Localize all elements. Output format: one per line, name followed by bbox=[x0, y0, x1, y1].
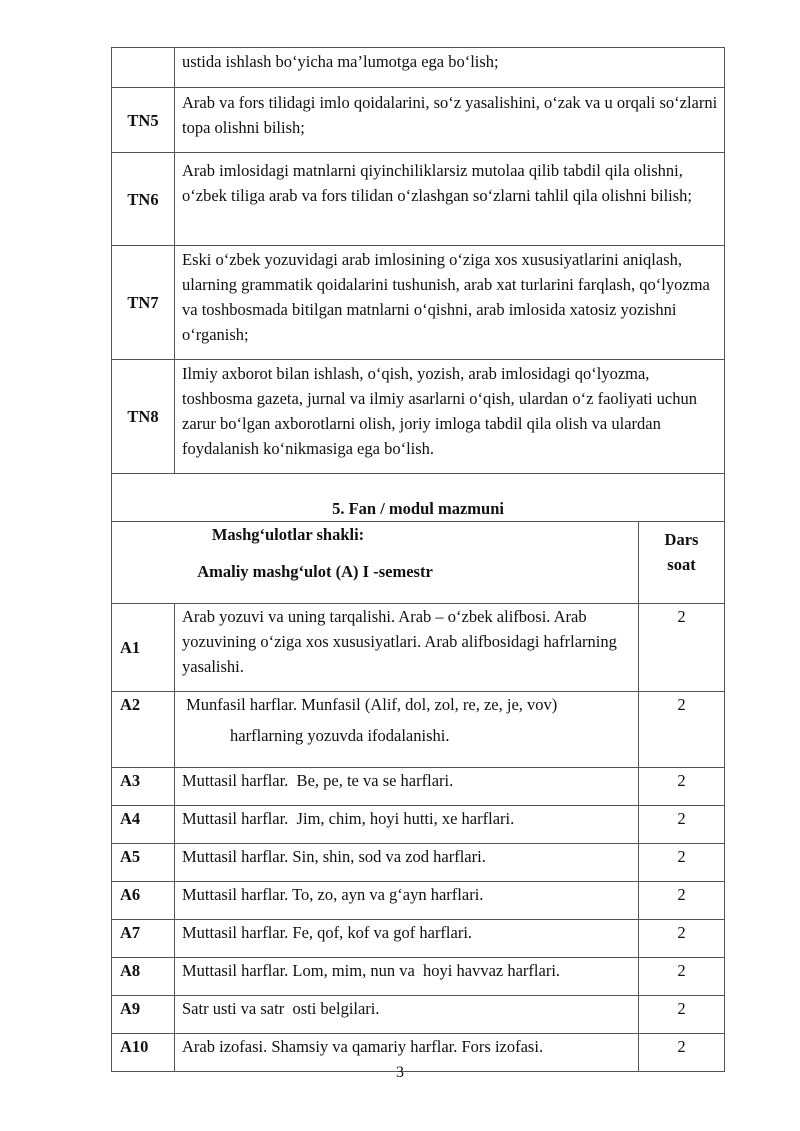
lesson-topic: Muttasil harflar. Sin, shin, sod va zod harflari. bbox=[175, 844, 639, 882]
lesson-hours: 2 bbox=[639, 958, 725, 996]
lesson-topic: Muttasil harflar. Jim, chim, hoyi hutti, xe harflari. bbox=[175, 806, 639, 844]
lesson-topic: Arab izofasi. Shamsiy va qamariy harflar. Fors izofasi. bbox=[175, 1034, 639, 1072]
lesson-topic: Satr usti va satr osti belgilari. bbox=[175, 996, 639, 1034]
outcome-row bbox=[112, 153, 725, 246]
outcome-code: TN7 bbox=[112, 246, 175, 360]
lesson-topic: Muttasil harflar. To, zo, ayn va g‘ayn harflari. bbox=[175, 882, 639, 920]
lesson-row bbox=[112, 844, 725, 882]
outcome-row bbox=[112, 360, 725, 474]
lesson-hours: 2 bbox=[639, 806, 725, 844]
semester-label: Amaliy mashg‘ulot (A) I -semestr bbox=[197, 562, 433, 581]
lesson-type-label: Mashg‘ulotlar shakli: bbox=[211, 525, 365, 544]
lesson-hours: 2 bbox=[639, 882, 725, 920]
lesson-code: A3 bbox=[112, 768, 175, 806]
outcome-text: Arab imlosidagi matnlarni qiyinchiliklarsiz mutolaa qilib tabdil qila olishni, o‘zbek tiliga arab va fors tilidan o‘zlashgan so‘zlarni tahlil qila olishni bilish; bbox=[175, 153, 725, 246]
section-title-row bbox=[112, 474, 725, 522]
learning-outcomes-table bbox=[111, 47, 725, 474]
lesson-hours: 2 bbox=[639, 604, 725, 692]
outcome-text: Ilmiy axborot bilan ishlash, o‘qish, yozish, arab imlosidagi qo‘lyozma, toshbosma gazeta, jurnal va ilmiy asarlarni o‘qish, ulardan o‘z faoliyati uchun zarur bo‘lgan axborotlarni olish, joriy imloga tabdil qila olish va ulardan foydalanish ko‘nikmasiga ega bo‘lish. bbox=[175, 360, 725, 474]
lesson-code: A10 bbox=[112, 1034, 175, 1072]
lesson-row bbox=[112, 958, 725, 996]
outcome-code: TN8 bbox=[112, 360, 175, 474]
outcome-row bbox=[112, 246, 725, 360]
lesson-row bbox=[112, 604, 725, 692]
lesson-code: A1 bbox=[112, 604, 175, 692]
lesson-hours: 2 bbox=[639, 996, 725, 1034]
outcome-code bbox=[112, 48, 175, 88]
outcome-code: TN5 bbox=[112, 88, 175, 153]
lesson-hours: 2 bbox=[639, 1034, 725, 1072]
hours-header-line1: Dars bbox=[664, 530, 699, 549]
lesson-topic-line2: harflarning yozuvda ifodalanishi. bbox=[230, 726, 450, 745]
lesson-code: A5 bbox=[112, 844, 175, 882]
outcome-text: ustida ishlash bo‘yicha ma’lumotga ega bo‘lish; bbox=[175, 48, 725, 88]
lesson-topic: Muttasil harflar. Lom, mim, nun va hoyi havvaz harflari. bbox=[175, 958, 639, 996]
lesson-hours: 2 bbox=[639, 920, 725, 958]
module-content-table bbox=[111, 473, 725, 1072]
lesson-row bbox=[112, 692, 725, 768]
lesson-topic-line1: Munfasil harflar. Munfasil (Alif, dol, zol, re, ze, je, vov) bbox=[182, 695, 558, 714]
hours-header bbox=[639, 522, 725, 604]
lesson-code: A9 bbox=[112, 996, 175, 1034]
lesson-hours: 2 bbox=[639, 692, 725, 768]
lesson-row bbox=[112, 920, 725, 958]
lesson-code: A8 bbox=[112, 958, 175, 996]
outcome-text: Arab va fors tilidagi imlo qoidalarini, so‘z yasalishini, o‘zak va u orqali so‘zlarni topa olishni bilish; bbox=[175, 88, 725, 153]
lesson-row bbox=[112, 882, 725, 920]
outcome-row bbox=[112, 88, 725, 153]
lesson-topic: Muttasil harflar. Be, pe, te va se harflari. bbox=[175, 768, 639, 806]
lesson-topic: Muttasil harflar. Fe, qof, kof va gof harflari. bbox=[175, 920, 639, 958]
lesson-row bbox=[112, 996, 725, 1034]
lesson-topic: Arab yozuvi va uning tarqalishi. Arab – o‘zbek alifbosi. Arab yozuvining o‘ziga xos xususiyatlari. Arab alifbosidagi hafrlarning yasalishi. bbox=[175, 604, 639, 692]
document-page bbox=[111, 47, 724, 1072]
outcome-row bbox=[112, 48, 725, 88]
lesson-row bbox=[112, 806, 725, 844]
table-header-row bbox=[112, 522, 725, 604]
lesson-code: A4 bbox=[112, 806, 175, 844]
lesson-hours: 2 bbox=[639, 768, 725, 806]
page-number: 3 bbox=[396, 1064, 404, 1081]
section-title: 5. Fan / modul mazmuni bbox=[112, 474, 725, 522]
lesson-type-header bbox=[112, 522, 639, 604]
lesson-code: A2 bbox=[112, 692, 175, 768]
outcome-text: Eski o‘zbek yozuvidagi arab imlosining o‘ziga xos xususiyatlarini aniqlash, ularning grammatik qoidalarini tushunish, arab xat turlarini farqlash, qo‘lyozma va toshbosmada bitilgan matnlarni o‘qishni, arab imlosida xatosiz yozishni o‘rganish; bbox=[175, 246, 725, 360]
lesson-code: A7 bbox=[112, 920, 175, 958]
lesson-hours: 2 bbox=[639, 844, 725, 882]
lesson-code: A6 bbox=[112, 882, 175, 920]
lesson-row bbox=[112, 768, 725, 806]
hours-header-line2: soat bbox=[667, 555, 696, 574]
lesson-topic bbox=[175, 692, 639, 768]
outcome-code: TN6 bbox=[112, 153, 175, 246]
